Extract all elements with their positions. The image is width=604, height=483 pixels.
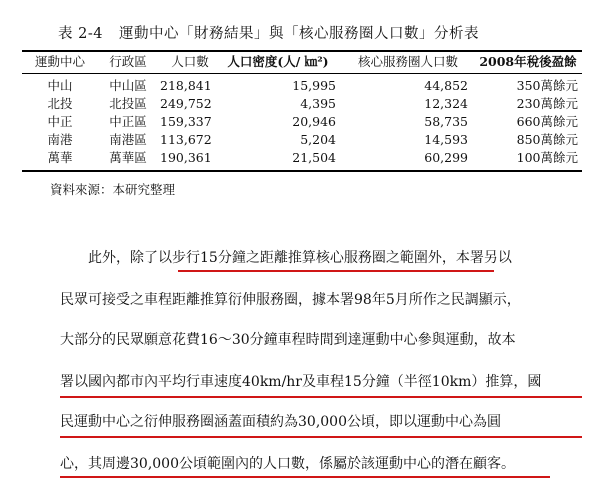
- paragraph-line: 此外，除了以步行15分鐘之距離推算核心服務圈之範圍外，本署另以: [88, 250, 512, 266]
- cell-core-population: 44,852: [424, 78, 468, 93]
- cell-density: 4,395: [300, 96, 336, 111]
- header-district: 行政區: [109, 54, 147, 69]
- header-center: 運動中心: [34, 54, 85, 69]
- red-underline: [178, 270, 494, 272]
- cell-profit: 660萬餘元: [516, 114, 578, 129]
- paragraph-line: 大部分的民眾願意花費16～30分鐘車程時間到達運動中心參與運動，故本: [60, 332, 516, 348]
- header-core-population: 核心服務圈人口數: [357, 54, 458, 69]
- cell-density: 5,204: [300, 132, 336, 147]
- cell-density: 20,946: [292, 114, 336, 129]
- cell-population: 218,841: [160, 78, 212, 93]
- cell-core-population: 14,593: [424, 132, 468, 147]
- cell-district: 北投區: [109, 96, 147, 111]
- table-bottom-rule: [22, 170, 582, 172]
- table-row: [0, 113, 604, 131]
- cell-center: 北投: [47, 96, 73, 111]
- cell-district: 中山區: [109, 78, 147, 93]
- cell-profit: 350萬餘元: [516, 78, 578, 93]
- paragraph-line: 署以國內都市內平均行車速度40km/hr及車程15分鐘（半徑10km）推算，國: [60, 374, 542, 390]
- cell-profit: 850萬餘元: [516, 132, 578, 147]
- paragraph-line: 心，其周邊30,000公頃範圍內的人口數，係屬於該運動中心的潛在顧客。: [60, 456, 515, 472]
- table-row: [0, 131, 604, 149]
- cell-density: 21,504: [292, 150, 336, 165]
- table-title: 運動中心「財務結果」與「核心服務圈人口數」分析表: [118, 26, 479, 42]
- cell-center: 萬華: [47, 150, 73, 165]
- paragraph-line: 民眾可接受之車程距離推算衍伸服務圈，據本署98年5月所作之民調顯示，: [60, 292, 521, 308]
- header-density: 人口密度(人/ ㎞²): [227, 54, 329, 69]
- table-header-row: [0, 53, 604, 71]
- paragraph-line: 民運動中心之衍伸服務圈涵蓋面積約為30,000公頃，即以運動中心為圓: [60, 414, 501, 430]
- cell-profit: 100萬餘元: [516, 150, 578, 165]
- table-row: [0, 77, 604, 95]
- red-underline: [60, 436, 582, 438]
- table-row: [0, 95, 604, 113]
- cell-core-population: 60,299: [424, 150, 468, 165]
- red-underline: [60, 476, 550, 478]
- cell-profit: 230萬餘元: [516, 96, 578, 111]
- cell-core-population: 58,735: [424, 114, 468, 129]
- table-header-rule: [22, 73, 582, 74]
- cell-center: 南港: [47, 132, 73, 147]
- header-population: 人口數: [171, 54, 209, 69]
- cell-population: 113,672: [160, 132, 212, 147]
- table-source-note: 資料來源：本研究整理: [50, 182, 176, 197]
- table-number: 表 2-4: [58, 26, 103, 42]
- cell-center: 中山: [47, 78, 73, 93]
- cell-district: 萬華區: [109, 150, 147, 165]
- table-top-rule: [22, 50, 582, 52]
- header-profit: 2008年稅後盈餘: [479, 54, 577, 69]
- cell-district: 中正區: [109, 114, 147, 129]
- table-row: [0, 149, 604, 167]
- cell-density: 15,995: [292, 78, 336, 93]
- cell-population: 159,337: [160, 114, 212, 129]
- cell-district: 南港區: [109, 132, 147, 147]
- cell-center: 中正: [47, 114, 73, 129]
- red-underline: [60, 396, 582, 398]
- cell-population: 190,361: [160, 150, 212, 165]
- cell-core-population: 12,324: [424, 96, 468, 111]
- cell-population: 249,752: [160, 96, 212, 111]
- table-caption: [58, 22, 578, 43]
